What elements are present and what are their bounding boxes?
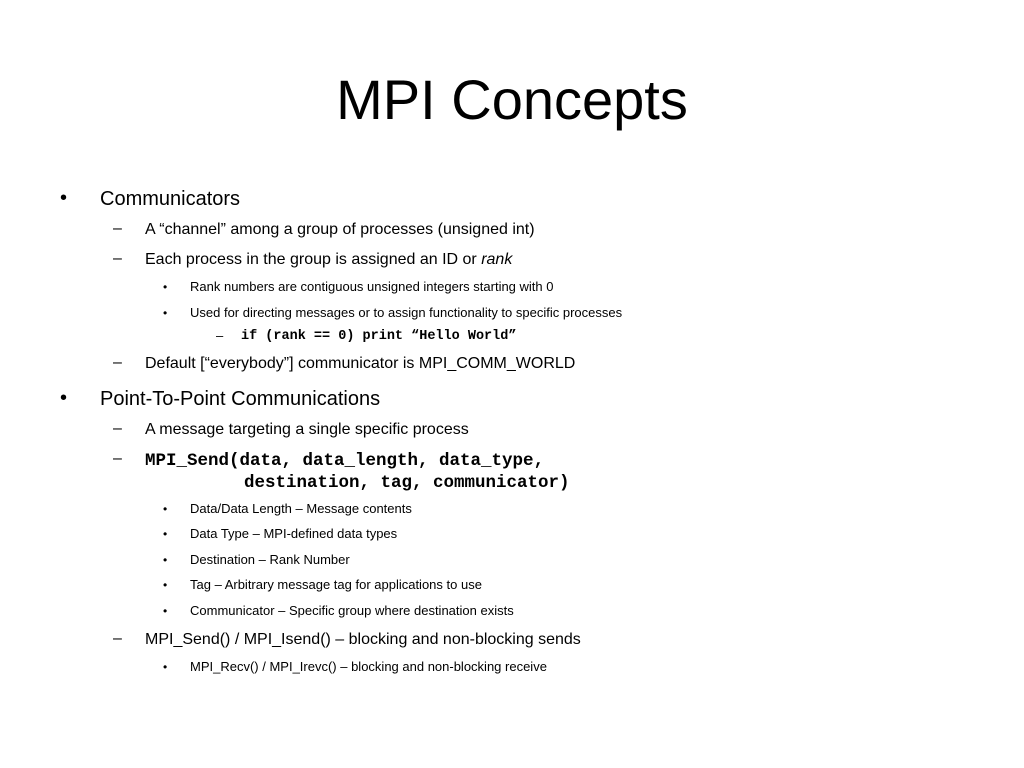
bullet-marker: • [163, 280, 168, 294]
subsubitem-rank-numbers: Rank numbers are contiguous unsigned integers starting with 0 [190, 279, 554, 294]
dash-marker: – [113, 450, 122, 467]
dash-marker: – [113, 420, 122, 437]
dash-marker: – [216, 328, 224, 343]
code-mpi-send-line1: MPI_Send(data, data_length, data_type, [145, 451, 545, 471]
code-mpi-send-line2: destination, tag, communicator) [244, 473, 570, 493]
subitem-channel: A “channel” among a group of processes (unsigned int) [145, 221, 535, 238]
bullet-marker: • [163, 660, 168, 674]
bullet-marker: • [163, 578, 168, 592]
dash-marker: – [113, 354, 122, 371]
subitem-process-id-text: Each process in the group is assigned an ID or [145, 251, 482, 268]
subitem-message-target: A message targeting a single specific process [145, 421, 469, 438]
bullet-marker: • [163, 527, 168, 541]
subsubitem-communicator: Communicator – Specific group where destination exists [190, 603, 514, 618]
code-hello-world: if (rank == 0) print “Hello World” [241, 329, 517, 344]
bullet-marker: • [60, 387, 68, 409]
bullet-marker: • [163, 604, 168, 618]
subitem-default-communicator: Default [“everybody”] communicator is MPI_COMM_WORLD [145, 355, 576, 372]
bullet-marker: • [60, 187, 68, 209]
rank-emphasis: rank [481, 251, 513, 268]
subsubitem-tag: Tag – Arbitrary message tag for applications to use [190, 577, 482, 592]
slide-title: MPI Concepts [336, 68, 688, 131]
subsubitem-data-type: Data Type – MPI-defined data types [190, 526, 398, 541]
bullet-point-to-point: Point-To-Point Communications [100, 388, 381, 410]
dash-marker: – [113, 220, 122, 237]
bullet-marker: • [163, 306, 168, 320]
subitem-process-id [145, 250, 512, 270]
subsubitem-data-length: Data/Data Length – Message contents [190, 501, 412, 516]
dash-marker: – [113, 250, 122, 267]
subsubitem-destination: Destination – Rank Number [190, 552, 350, 567]
bullet-marker: • [163, 553, 168, 567]
bullet-communicators: Communicators [100, 188, 241, 210]
bullet-marker: • [163, 502, 168, 516]
dash-marker: – [113, 630, 122, 647]
subsubitem-used-for: Used for directing messages or to assign functionality to specific processes [190, 305, 623, 320]
subsubitem-recv-irecv: MPI_Recv() / MPI_Irevc() – blocking and non-blocking receive [190, 659, 547, 674]
subitem-send-isend: MPI_Send() / MPI_Isend() – blocking and non-blocking sends [145, 631, 581, 648]
